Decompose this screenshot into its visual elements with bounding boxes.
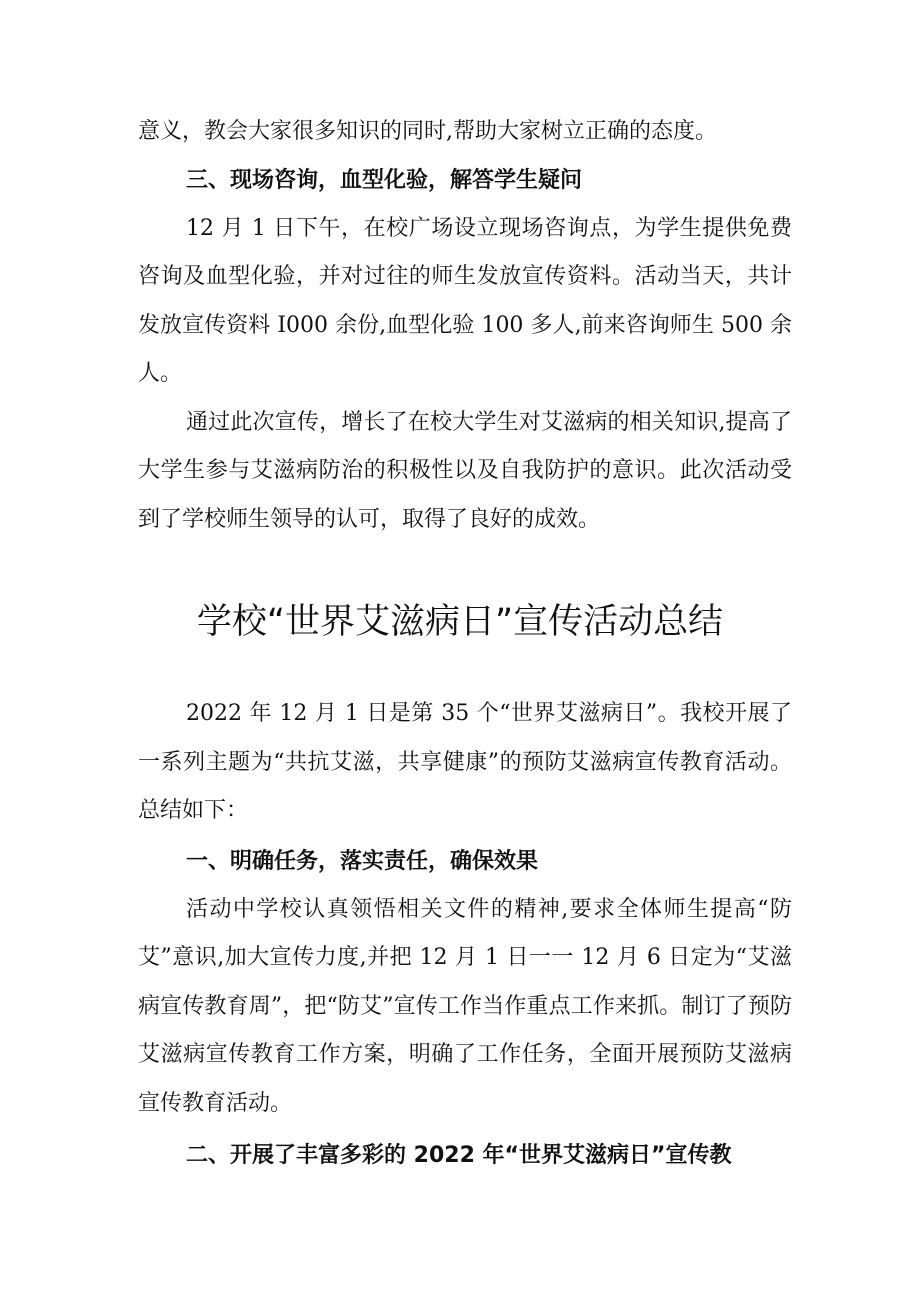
paragraph-intro: 2022 年 12 月 1 日是第 35 个“世界艾滋病日”。我校开展了一系列主题为“共抗艾滋，共享健康”的预防艾滋病宣传教育活动。总结如下：: [138, 701, 792, 823]
paragraph-continuation: 意义，教会大家很多知识的同时,帮助大家树立正确的态度。: [138, 119, 717, 144]
article-body: [138, 690, 792, 1180]
paragraph-effect: 通过此次宣传，增长了在校大学生对艾滋病的相关知识,提高了大学生参与艾滋病防治的积极性以及自我防护的意识。此次活动受到了学校师生领导的认可，取得了良好的成效。: [138, 409, 792, 532]
paragraph-tasks: 活动中学校认真领悟相关文件的精神,要求全体师生提高“防艾”意识,加大宣传力度,并把 12 月 1 日一一 12 月 6 日定为“艾滋病宣传教育周”，把“防艾”宣传工作当作重点工作来抓。制订了预防艾滋病宣传教育工作方案，明确了工作任务，全面开展预防艾滋病宣传教育活动。: [138, 896, 792, 1116]
top-section: [138, 108, 792, 544]
section-heading-1: 一、明确任务，落实责任，确保效果: [186, 848, 539, 874]
paragraph-onsite-consultation: 12 月 1 日下午，在校广场设立现场咨询点，为学生提供免费咨询及血型化验，并对过往的师生发放宣传资料。活动当天，共计发放宣传资料 I000 余份,血型化验 100 多人,前来咨询师生 500 余人。: [138, 215, 792, 386]
section-heading-2: 二、开展了丰富多彩的 2022 年“世界艾滋病日”宣传教: [186, 1143, 732, 1168]
section-heading-3: 三、现场咨询，血型化验，解答学生疑问: [186, 167, 583, 193]
article-title: 学校“世界艾滋病日”宣传活动总结: [196, 602, 724, 642]
